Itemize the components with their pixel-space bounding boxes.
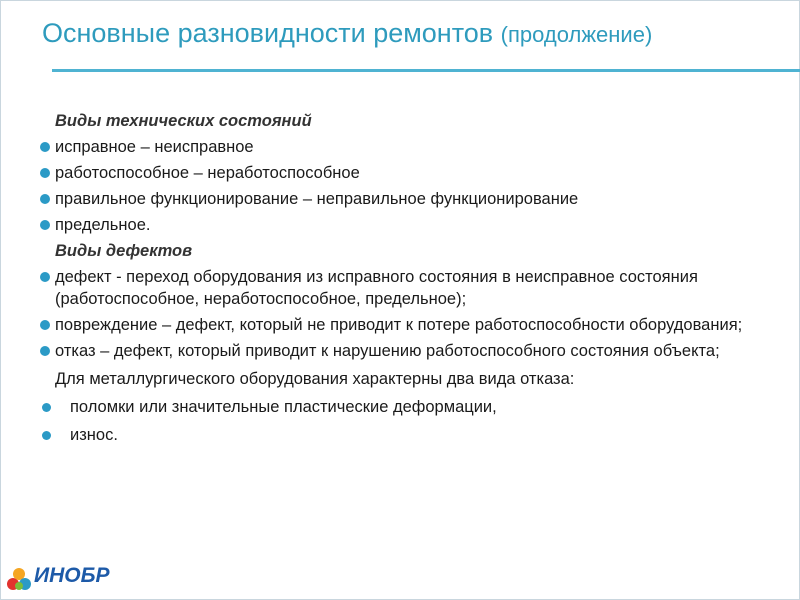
list-item: исправное – неисправное xyxy=(40,136,780,158)
list-item: поломки или значительные пластические деформации, xyxy=(40,396,780,418)
slide-title xyxy=(42,18,652,49)
list-item: правильное функционирование – неправильное функционирование xyxy=(40,188,780,210)
logo xyxy=(4,562,144,596)
bullet-icon xyxy=(42,403,51,412)
bullet-icon xyxy=(40,346,50,356)
list-item: дефект - переход оборудования из исправного состояния в неисправное состояния (работоспособное, неработоспособное, предельное); xyxy=(40,266,780,310)
bullet-icon xyxy=(40,194,50,204)
bullet-icon xyxy=(40,320,50,330)
list-item: предельное. xyxy=(40,214,780,236)
bullet-icon xyxy=(40,168,50,178)
bullet-icon xyxy=(42,431,51,440)
logo-text: ИНОБР xyxy=(34,564,110,587)
list-item: износ. xyxy=(40,424,780,446)
slide-title-main: Основные разновидности ремонтов xyxy=(42,18,494,48)
colored-drops-logo-icon xyxy=(4,564,34,594)
list-item: отказ – дефект, который приводит к нарушению работоспособного состояния объекта; xyxy=(40,340,780,362)
bullet-icon xyxy=(40,142,50,152)
title-divider xyxy=(52,69,800,72)
failures-intro: Для металлургического оборудования характерны два вида отказа: xyxy=(55,370,575,388)
defects-heading: Виды дефектов xyxy=(55,242,193,260)
list-item: повреждение – дефект, который не приводит к потере работоспособности оборудования; xyxy=(40,314,780,336)
list-item: работоспособное – неработоспособное xyxy=(40,162,780,184)
slide-title-sub: (продолжение) xyxy=(500,22,653,47)
slide-content xyxy=(40,110,780,452)
states-heading: Виды технических состояний xyxy=(55,112,312,130)
bullet-icon xyxy=(40,220,50,230)
bullet-icon xyxy=(40,272,50,282)
